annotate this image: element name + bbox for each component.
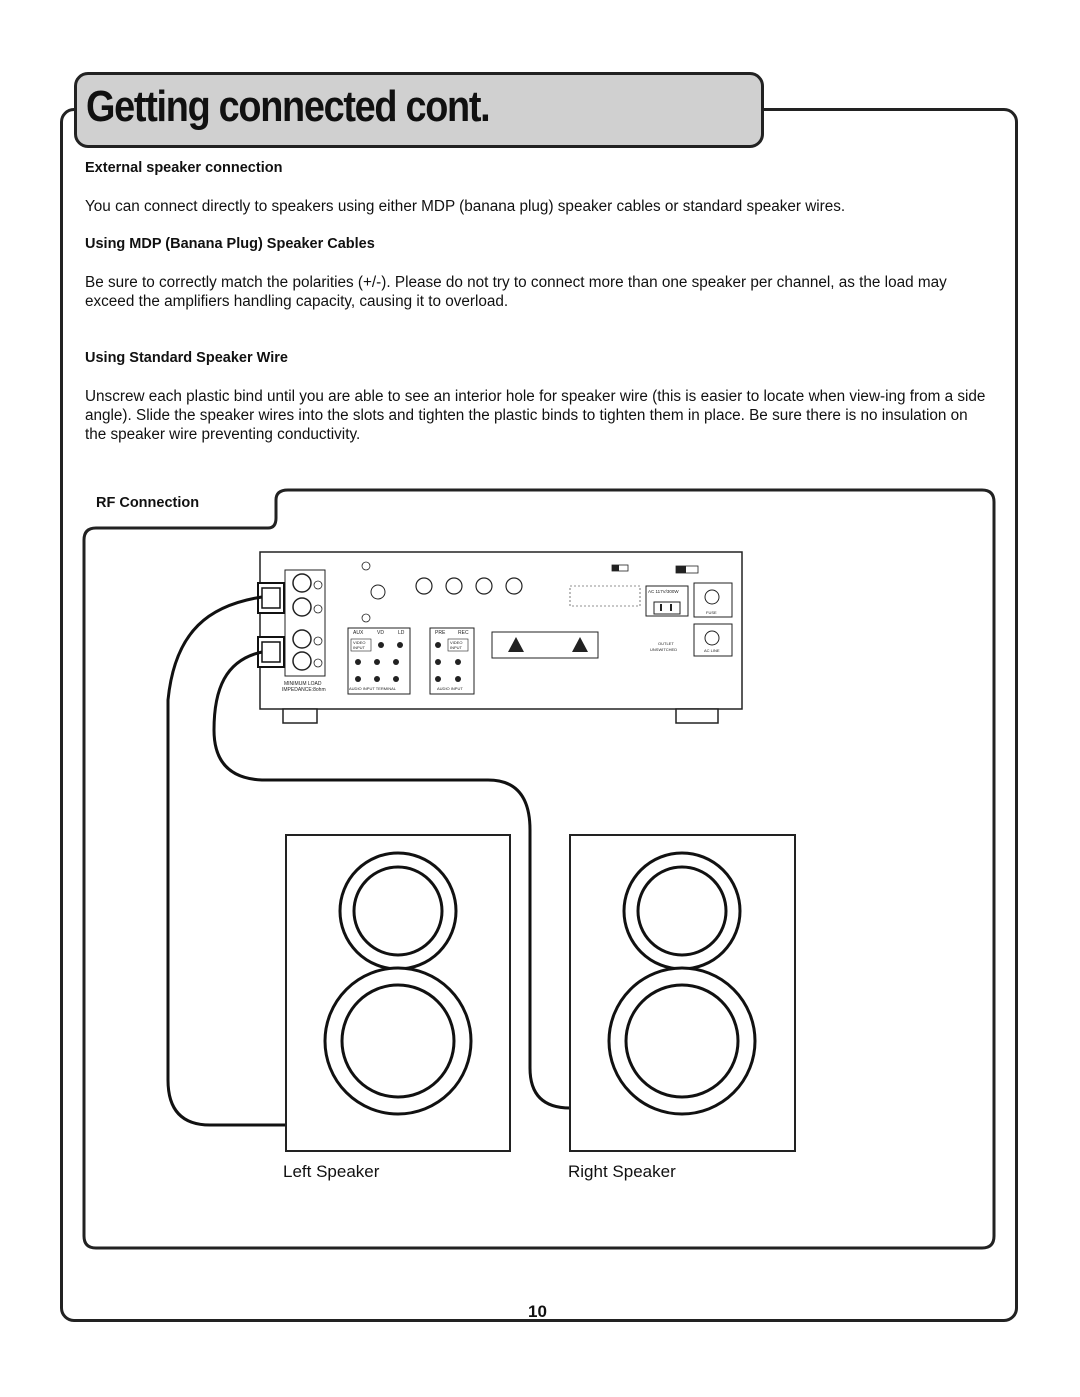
amplifier-back-panel (258, 552, 742, 723)
svg-text:UNSWITCHED: UNSWITCHED (650, 647, 678, 652)
svg-text:OUTLET: OUTLET (658, 641, 674, 646)
svg-text:FUSE: FUSE (706, 610, 717, 615)
svg-text:AUDIO INPUT TERMINAL: AUDIO INPUT TERMINAL (349, 686, 396, 691)
external-speaker-heading: External speaker connection (85, 160, 283, 176)
left-speaker-label: Left Speaker (283, 1162, 380, 1181)
svg-text:INPUT: INPUT (353, 645, 365, 650)
mdp-cables-heading: Using MDP (Banana Plug) Speaker Cables (85, 236, 375, 252)
svg-text:REC: REC (458, 630, 469, 636)
svg-text:VIDEO: VIDEO (450, 640, 463, 645)
page-number: 10 (528, 1302, 547, 1321)
svg-text:AC LINE: AC LINE (704, 648, 720, 653)
svg-text:PRE: PRE (435, 630, 446, 636)
svg-text:VD: VD (377, 630, 384, 636)
mdp-cables-text: Be sure to correctly match the polarities (+/-). Please do not try to connect more than one speaker per channel, as the load may exceed the amplifiers handling capacity, causing it to overload. (85, 274, 947, 310)
left-speaker (286, 835, 510, 1151)
svg-text:IMPEDANCE:8ohm: IMPEDANCE:8ohm (282, 687, 326, 693)
right-speaker (570, 835, 795, 1151)
svg-text:MINIMUM LOAD: MINIMUM LOAD (284, 681, 322, 687)
standard-wire-heading: Using Standard Speaker Wire (85, 350, 288, 366)
svg-text:AUDIO INPUT: AUDIO INPUT (437, 686, 463, 691)
svg-text:VIDEO: VIDEO (353, 640, 366, 645)
rf-connection-heading: RF Connection (96, 495, 200, 511)
svg-text:AC 117V/300W: AC 117V/300W (648, 589, 679, 594)
right-speaker-label: Right Speaker (568, 1162, 676, 1181)
svg-text:AUX: AUX (353, 630, 364, 636)
standard-wire-text: Unscrew each plastic bind until you are able to see an interior hole for speaker wire (this is easier to locate when view-ing from a side angle). Slide the speaker wires into the slots and tighten the plastic binds to tighten them in place. Be sure there is no insulation on the speaker wire preventing conductivity. (85, 388, 986, 443)
svg-text:INPUT: INPUT (450, 645, 462, 650)
page-title: Getting connected cont. (86, 82, 490, 131)
external-speaker-intro: You can connect directly to speakers using either MDP (banana plug) speaker cables or standard speaker wires. (85, 198, 846, 215)
svg-text:LD: LD (398, 630, 405, 636)
